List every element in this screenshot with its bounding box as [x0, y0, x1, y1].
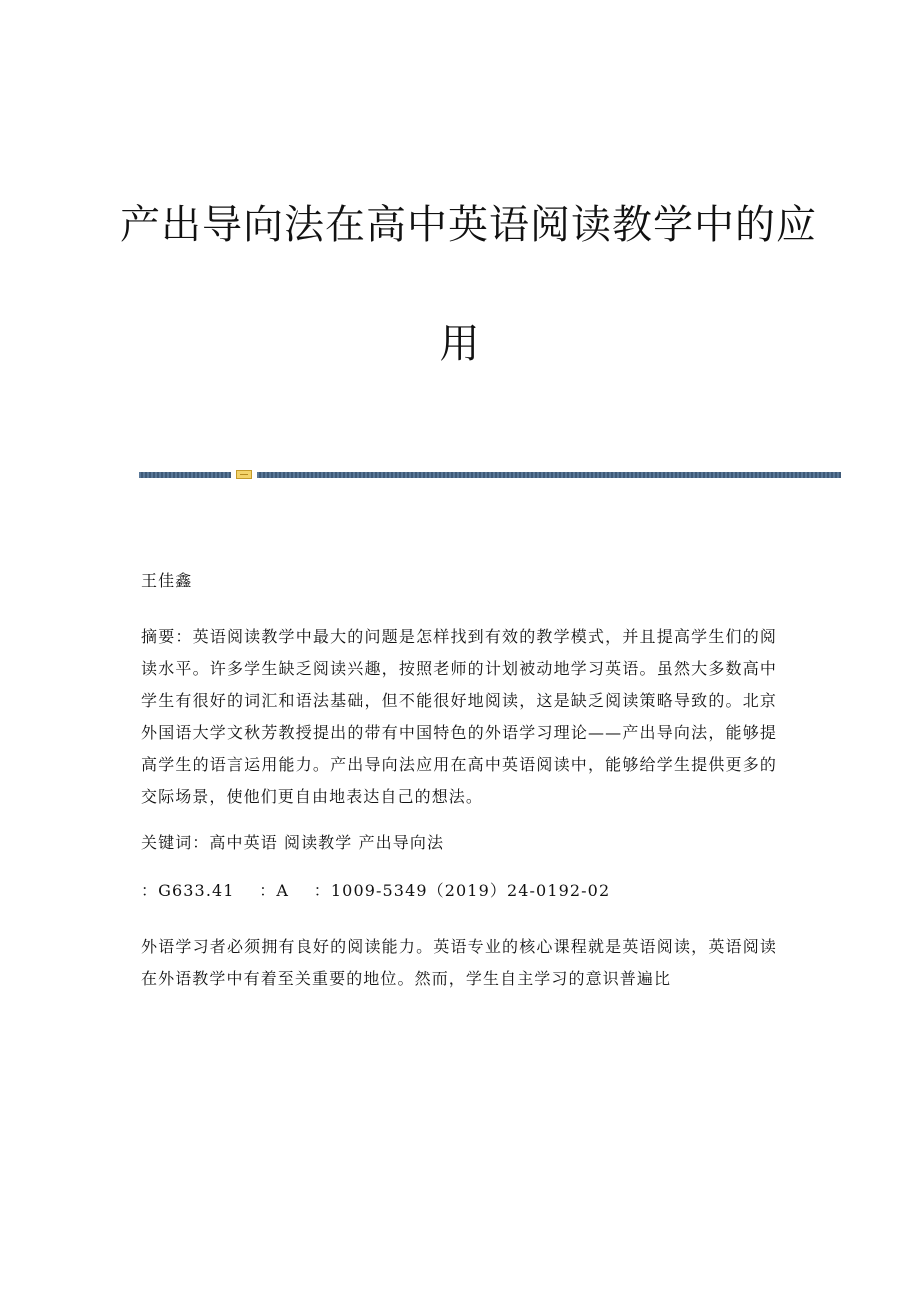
divider-bar-left — [139, 472, 231, 478]
divider-bar-right — [257, 472, 841, 478]
author-name: 王佳鑫 — [141, 571, 193, 590]
keywords-line: 关键词：高中英语 阅读教学 产出导向法 — [141, 833, 445, 852]
body-paragraph: 外语学习者必须拥有良好的阅读能力。英语专业的核心课程就是英语阅读，英语阅读在外语教学中有着至关重要的地位。然而，学生自主学习的意识普遍比 — [141, 937, 777, 988]
divider-ornament-icon — [236, 470, 252, 479]
title-divider — [139, 470, 841, 479]
abstract-paragraph: 摘要：英语阅读教学中最大的问题是怎样找到有效的教学模式，并且提高学生们的阅读水平。许多学生缺乏阅读兴趣，按照老师的计划被动地学习英语。虽然大多数高中学生有很好的词汇和语法基础，但不能很好地阅读，这是缺乏阅读策略导致的。北京外国语大学文秋芳教授提出的带有中国特色的外语学习理论——产出导向法，能够提高学生的语言运用能力。产出导向法应用在高中英语阅读中，能够给学生提供更多的交际场景，使他们更自由地表达自己的想法。 — [141, 627, 777, 806]
title-line-2: 用 — [439, 321, 481, 367]
title-line-1: 产出导向法在高中英语阅读教学中的应 — [120, 202, 817, 248]
document-body — [141, 565, 777, 995]
document-title — [120, 202, 817, 367]
classification-line: ：G633.41 ：A ：1009-5349（2019）24-0192-02 — [141, 881, 611, 900]
